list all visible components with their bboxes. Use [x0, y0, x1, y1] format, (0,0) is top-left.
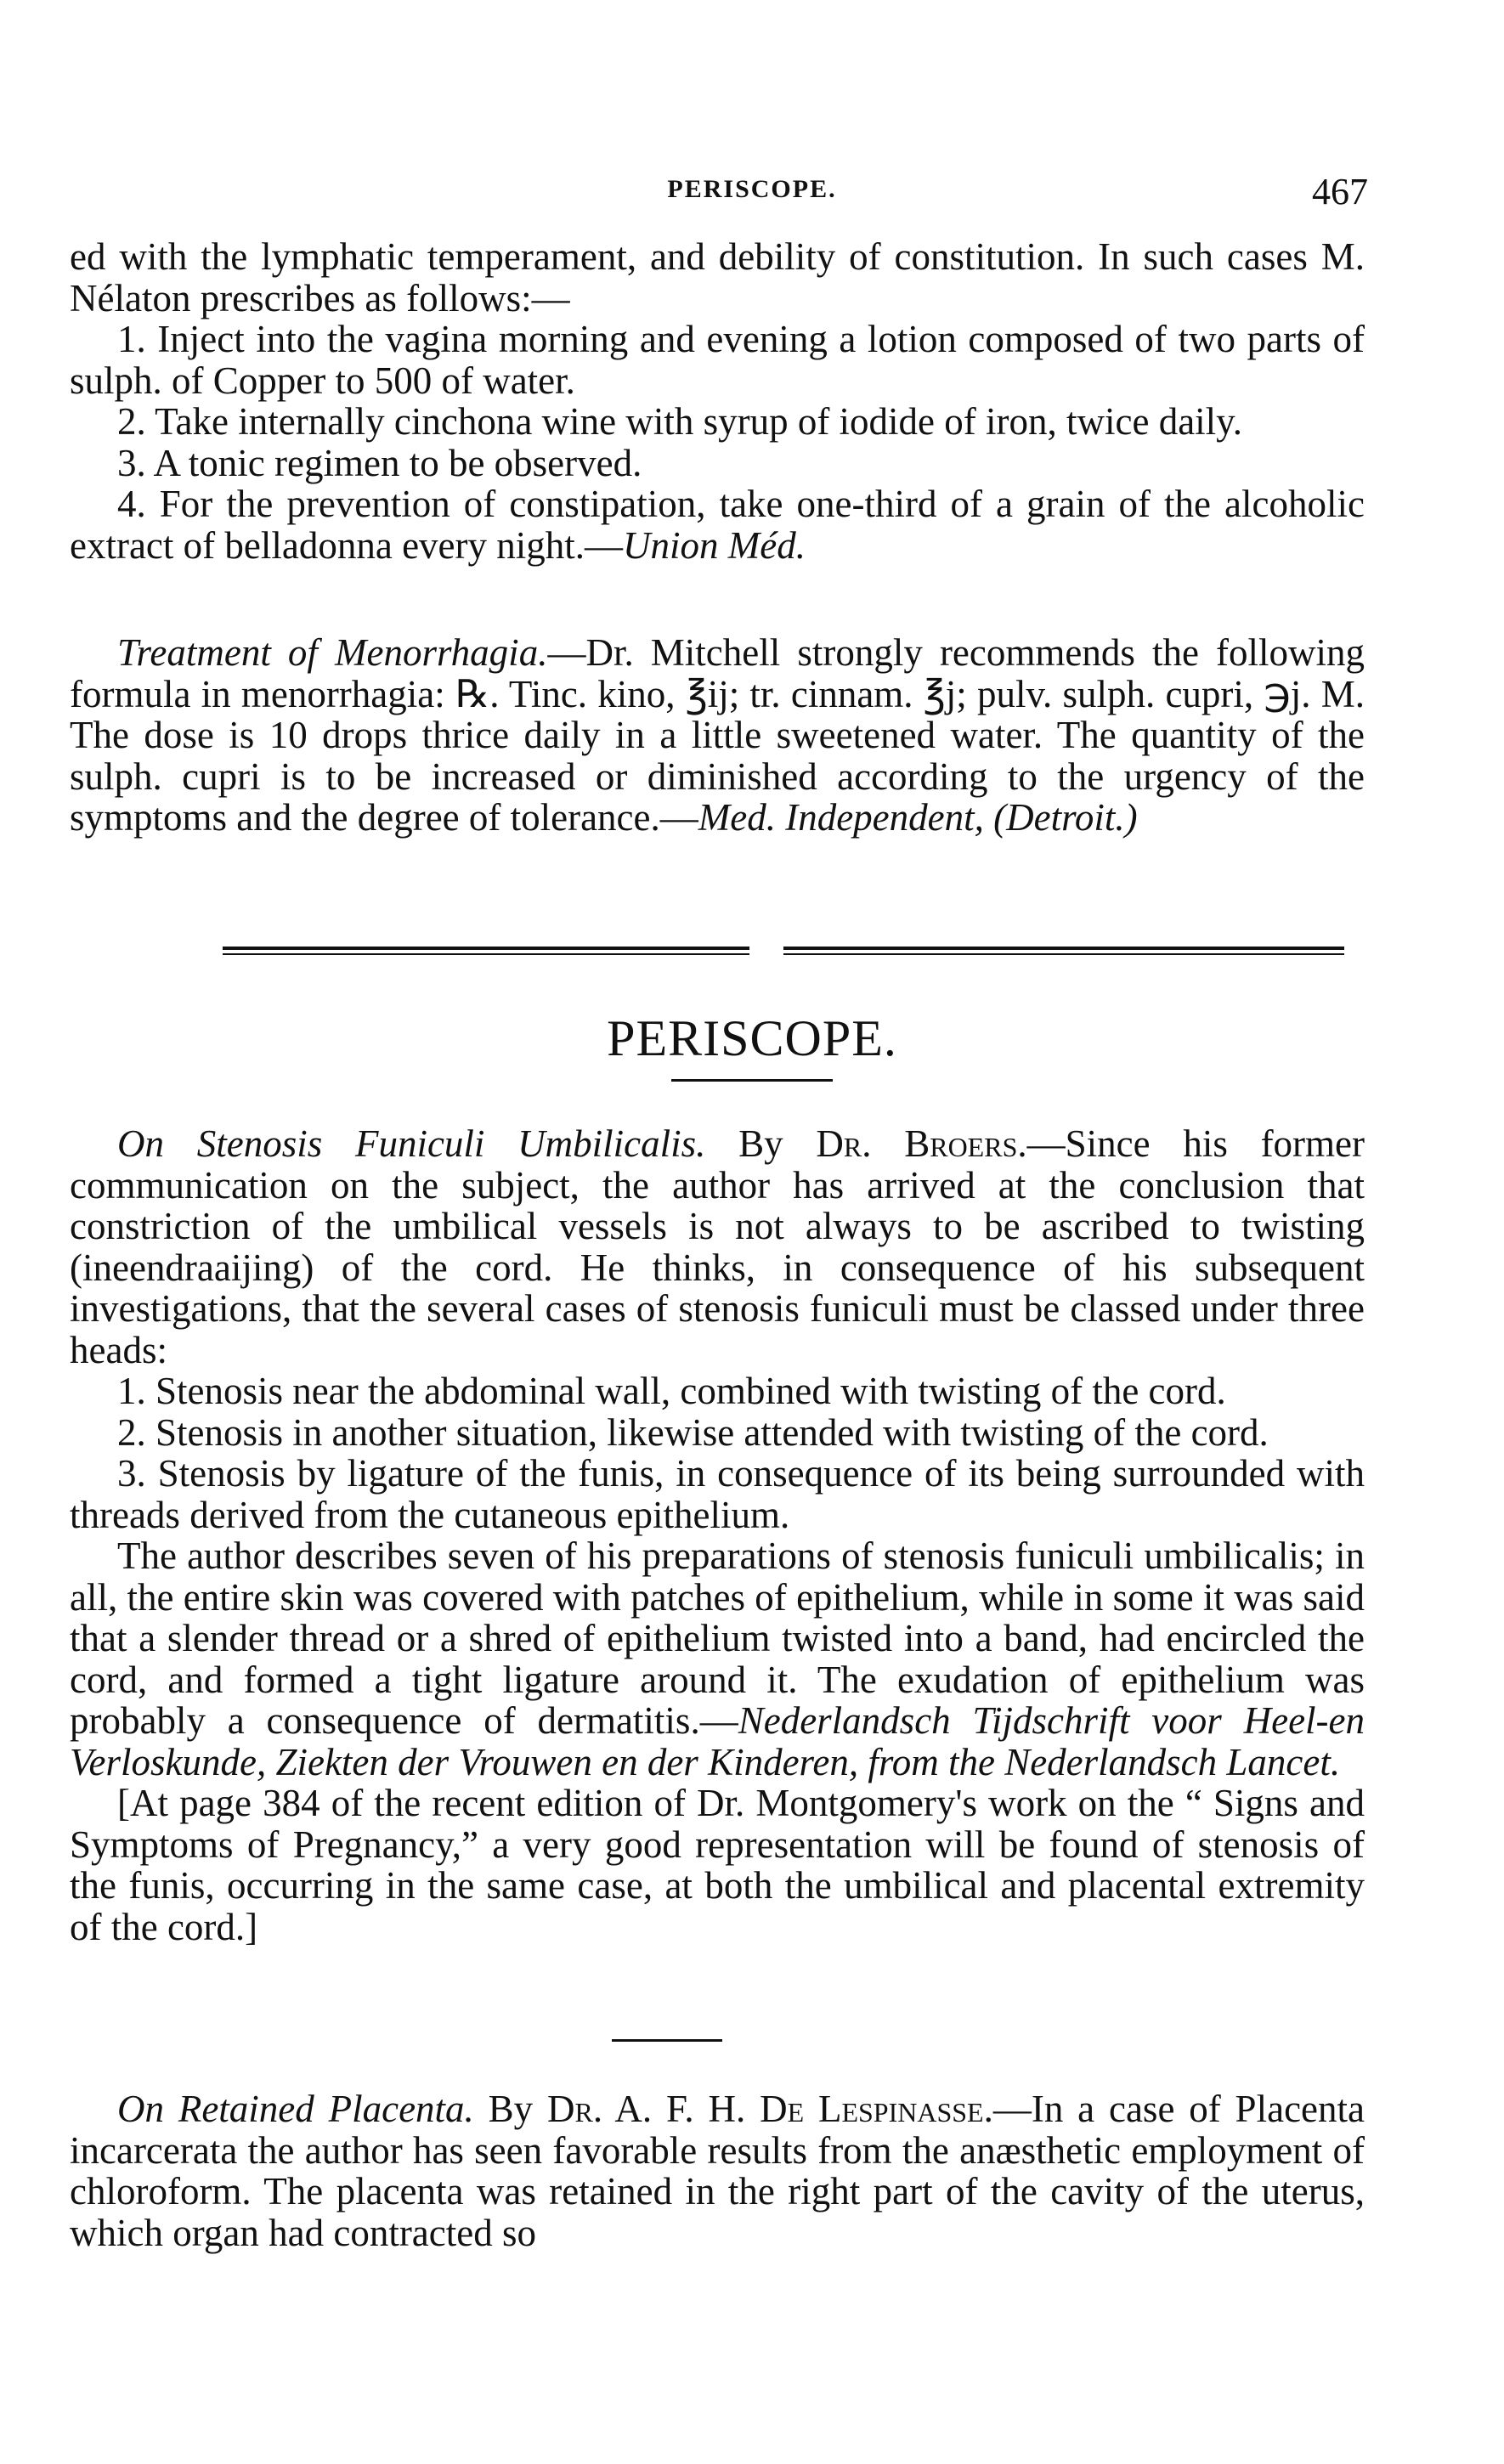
- placenta-text: —In a case of Placenta incarcerata the author has seen favorable results from the anæsthetic employment of chloroform. The placenta was retained in the right part of the cavity of the uterus, which organ had contracted so: [70, 2088, 1365, 2254]
- stenosis-author: Dr. Broers.: [816, 1122, 1027, 1165]
- running-head: PERISCOPE.: [667, 175, 837, 203]
- prescription-item-4-text: 4. For the prevention of constipation, take one-third of a grain of the alcoholic extract of belladonna every night.—: [70, 483, 1365, 567]
- divider-rule-left-thin: [223, 953, 749, 955]
- menorrhagia-source: Med. Independent, (Detroit.): [698, 796, 1138, 839]
- prescription-item-4: [70, 483, 1365, 566]
- placenta-paragraph: [70, 2088, 1365, 2253]
- menorrhagia-title: Treatment of Menorrhagia.: [117, 631, 548, 674]
- divider-rule-left: [223, 947, 749, 950]
- article-divider: [612, 2039, 722, 2042]
- placenta-by: By: [473, 2088, 547, 2130]
- stenosis-intro: [70, 1123, 1365, 1370]
- stenosis-article: [70, 1123, 1365, 1947]
- stenosis-intro-text: —Since his former communication on the subject, the author has arrived at the conclusion that constriction of the umbilical vessels is not always to be ascribed to twisting (ineendraaijing) of the cord. He thinks, in consequence of his subsequent investigations, that the several cases of stenosis funiculi must be classed under three heads:: [70, 1122, 1365, 1371]
- title-rule: [671, 1079, 833, 1082]
- section-title: PERISCOPE.: [607, 1010, 897, 1066]
- menorrhagia-paragraph: [70, 632, 1365, 839]
- placenta-author: Dr. A. F. H. De Lespinasse.: [546, 2088, 993, 2130]
- prescription-item-1: 1. Inject into the vagina morning and evening a lotion composed of two parts of sulph. of Copper to 500 of water.: [70, 318, 1365, 402]
- stenosis-head-1: 1. Stenosis near the abdominal wall, combined with twisting of the cord.: [117, 1370, 1226, 1412]
- stenosis-editor-note: [At page 384 of the recent edition of Dr. Montgomery's work on the “ Signs and Symptoms of Pregnancy,” a very good representation will be found of stenosis of the funis, occurring in the same case, at both the umbilical and placental extremity of the cord.]: [70, 1782, 1365, 1948]
- continuation-intro: ed with the lymphatic temperament, and debility of constitution. In such cases M. Nélaton prescribes as follows:—: [70, 235, 1365, 319]
- menorrhagia-block: [70, 632, 1365, 839]
- stenosis-title: On Stenosis Funiculi Umbilicalis.: [117, 1122, 706, 1165]
- prescription-item-3: 3. A tonic regimen to be observed.: [117, 441, 642, 484]
- stenosis-source: Nederlandsch Tijdschrift voor Heel-en Verloskunde, Ziekten der Vrouwen en der Kinderen, from the Nederlandsch Lancet.: [70, 1699, 1365, 1783]
- page-number: 467: [1312, 171, 1368, 212]
- continuation-source: Union Méd.: [623, 523, 806, 567]
- continuation-block: [70, 236, 1365, 566]
- stenosis-description: [70, 1535, 1365, 1783]
- stenosis-description-text: The author describes seven of his preparations of stenosis funiculi umbilicalis; in all, the entire skin was covered with patches of epithelium, while in some it was said that a slender thread or a shred of epithelium twisted into a band, had encircled the cord, and formed a tight ligature around it. The exudation of epithelium was probably a consequence of dermatitis.—: [70, 1534, 1365, 1742]
- placenta-title: On Retained Placenta.: [117, 2088, 474, 2130]
- menorrhagia-text: —Dr. Mitchell strongly recommends the following formula in menorrhagia: ℞. Tinc. kino, ℥ij; tr. cinnam. ℥j; pulv. sulph. cupri, ℈j. M. The dose is 10 drops thrice daily in a little sweetened water. The quantity of the sulph. cupri is to be increased or diminished according to the urgency of the symptoms and the degree of tolerance.—: [70, 631, 1365, 839]
- divider-rule-right-thin: [783, 953, 1344, 955]
- prescription-item-2: 2. Take internally cinchona wine with syrup of iodide of iron, twice daily.: [117, 400, 1243, 443]
- divider-rule-right: [783, 947, 1344, 950]
- section-divider: [223, 947, 1344, 957]
- placenta-article: [70, 2088, 1365, 2253]
- stenosis-by: By: [705, 1122, 817, 1165]
- stenosis-head-3: 3. Stenosis by ligature of the funis, in consequence of its being surrounded with threads derived from the cutaneous epithelium.: [70, 1452, 1365, 1536]
- page-header: [0, 170, 1504, 221]
- stenosis-head-2: 2. Stenosis in another situation, likewise attended with twisting of the cord.: [117, 1410, 1269, 1454]
